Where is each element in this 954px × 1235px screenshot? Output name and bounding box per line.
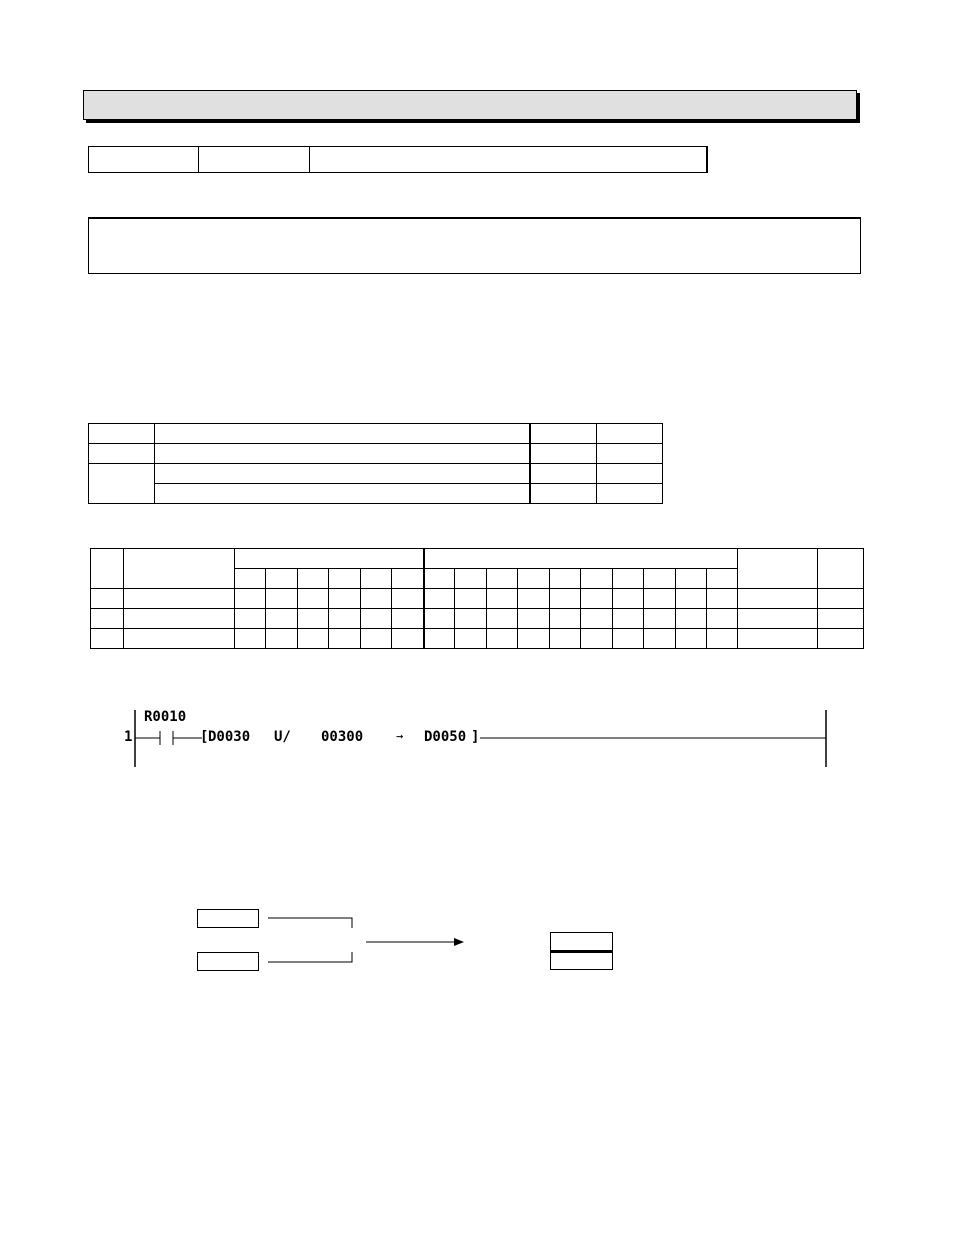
operation-connector [260, 910, 480, 970]
result-box-lower [550, 951, 613, 970]
destination-operand: D0050 [424, 729, 467, 745]
table-row [89, 464, 663, 484]
table-row [89, 424, 663, 444]
result-box-upper [550, 932, 613, 951]
table-header-row [91, 549, 864, 569]
arrow-icon: → [396, 729, 404, 743]
device-flag-table [90, 548, 864, 649]
operand-box-2 [197, 952, 259, 971]
arrow-head-icon [454, 938, 464, 946]
table-row [91, 609, 864, 629]
table-row [91, 589, 864, 609]
info-cell-1 [88, 146, 199, 173]
operand-table [88, 423, 663, 504]
info-cell-2 [199, 146, 310, 173]
operator-label: U/ [274, 729, 291, 745]
table-row [91, 629, 864, 649]
instruction-info-row [88, 146, 708, 173]
bracket-close: ] [471, 729, 480, 745]
table-row [89, 444, 663, 464]
description-box [88, 217, 861, 274]
info-cell-3 [310, 146, 708, 173]
bracket-open: [ [200, 729, 209, 745]
table-row [89, 484, 663, 504]
source2-operand: 00300 [321, 729, 364, 745]
ladder-diagram [110, 705, 840, 771]
rung-number: 1 [124, 729, 133, 745]
section-title-bar [83, 90, 857, 120]
source1-operand: D0030 [208, 729, 251, 745]
operand-box-1 [197, 909, 259, 928]
contact-label: R0010 [144, 709, 187, 725]
